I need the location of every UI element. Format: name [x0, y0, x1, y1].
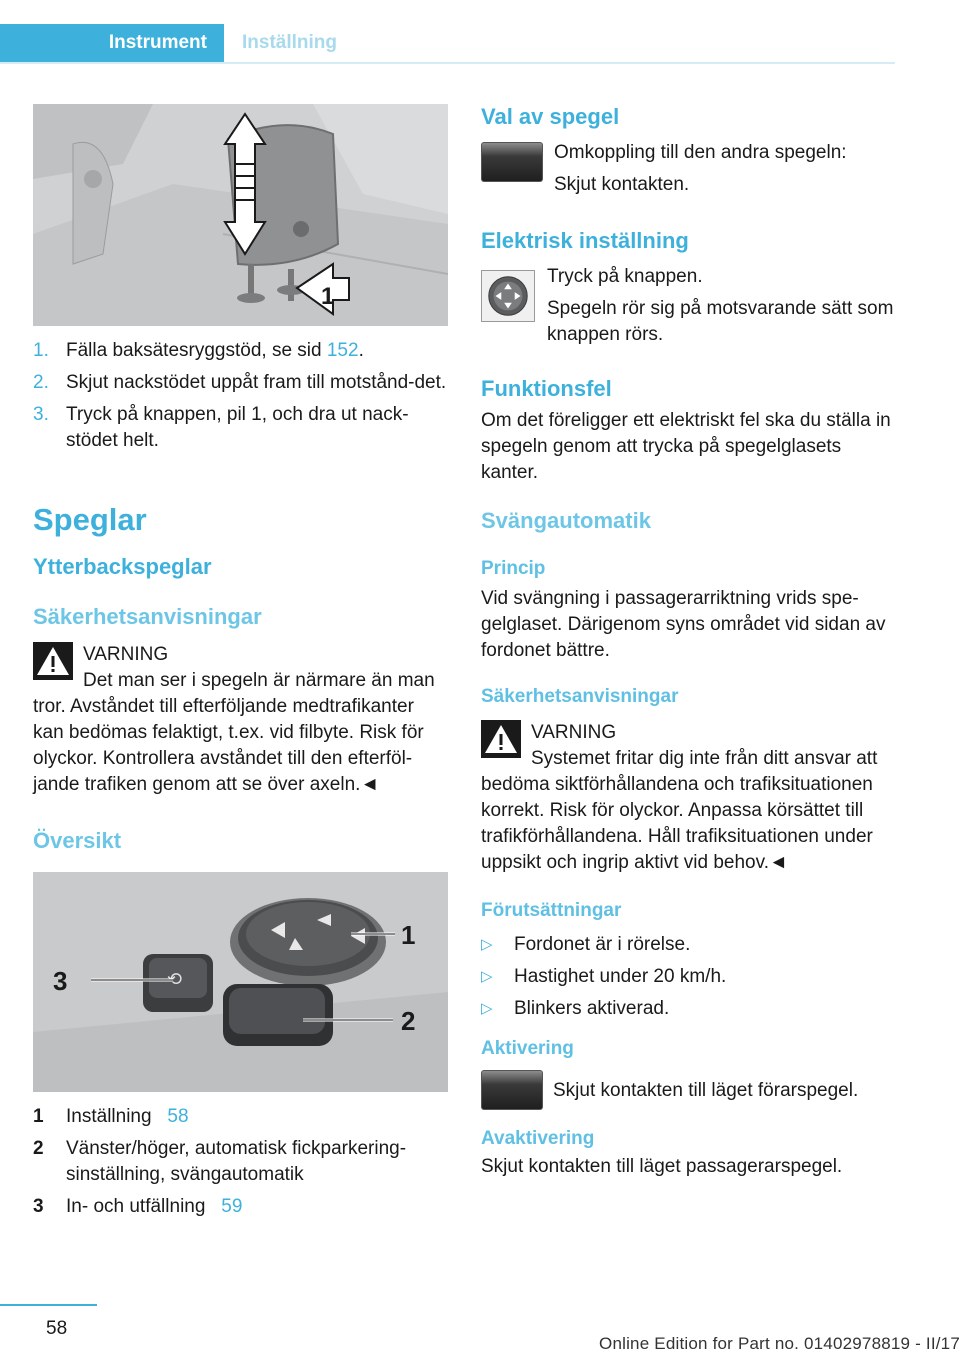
figure2-callout-3: 3: [53, 966, 68, 996]
right-column: [481, 104, 896, 1180]
bullet-triangle-icon: ▷: [481, 1000, 493, 1017]
prereq-heading: Förutsättningar: [481, 900, 622, 921]
activation-text: Skjut kontakten till läget förarspegel.: [553, 1080, 859, 1101]
warning-icon: [33, 642, 73, 680]
headrest-figure: [33, 104, 448, 326]
legend-item: [33, 1136, 448, 1188]
prereq-list: [481, 932, 896, 1022]
steps-list: [33, 338, 448, 454]
legend-item: [33, 1104, 448, 1130]
edition-note: Online Edition for Part no. 01402978819 - II/17: [599, 1334, 960, 1353]
legend-number: 3: [33, 1196, 44, 1217]
warning-block: [33, 642, 448, 798]
mirror-controls-illustration: [33, 872, 448, 1092]
deactivation-text: Skjut kontakten till läget passagerarspegel.: [481, 1156, 843, 1177]
step-number: 2.: [33, 372, 49, 393]
legend-number: 2: [33, 1138, 44, 1159]
activation-row: [481, 1070, 896, 1112]
page-link[interactable]: 152: [326, 340, 359, 361]
svg-text:⟲: ⟲: [167, 969, 183, 990]
warning-label: VARNING: [83, 644, 169, 665]
activation-heading: Aktivering: [481, 1038, 574, 1059]
legend-item: [33, 1194, 448, 1220]
bullet-triangle-icon: ▷: [481, 968, 493, 985]
electric-row: [481, 264, 896, 348]
electric-line1: Tryck på knappen.: [547, 266, 703, 287]
prereq-text: Fordonet är i rörelse.: [514, 934, 691, 955]
footer-rule: [0, 1304, 97, 1306]
mirror-select-line1: Omkoppling till den andra spegeln:: [554, 142, 847, 163]
mirror-select-row: [481, 140, 896, 198]
step-text: Fälla baksätesryggstöd, se sid: [66, 340, 327, 361]
mirror-adjust-pad-icon: [481, 270, 535, 322]
overview-heading: Översikt: [33, 828, 122, 853]
header-tab-bar: [0, 24, 895, 64]
figure1-callout: 1: [321, 283, 335, 310]
prereq-text: Blinkers aktiverad.: [514, 998, 670, 1019]
warning-icon: [481, 720, 521, 758]
bullet-triangle-icon: ▷: [481, 936, 493, 953]
list-item: [481, 932, 896, 958]
step-number: 3.: [33, 404, 49, 425]
safety-heading: Säkerhetsanvisningar: [33, 604, 262, 629]
step-number: 1.: [33, 340, 49, 361]
mirror-select-heading: Val av spegel: [481, 104, 620, 129]
step-item: [33, 402, 448, 454]
section-title: Speglar: [33, 502, 147, 537]
page-number: 58: [46, 1318, 68, 1339]
warning-text: Systemet fritar dig inte från ditt ansvar att bedöma siktförhållandena och trafiksituationen korrekt. Risk för olyckor. Anpassa körsättet till trafikförhållandena. Håll trafiksituationen under uppsikt och ingrip aktivt vid behov.◄: [481, 748, 878, 873]
list-item: [481, 964, 896, 990]
safety-heading-right: Säkerhetsanvisningar: [481, 686, 679, 707]
turn-heading: Svängautomatik: [481, 508, 651, 533]
legend-number: 1: [33, 1106, 44, 1127]
legend-list: [33, 1104, 448, 1220]
step-text: Skjut nackstödet uppåt fram till motstånd-det.: [66, 372, 447, 393]
legend-text: In- och utfällning: [66, 1196, 206, 1217]
principle-heading: Princip: [481, 558, 546, 579]
list-item: [481, 996, 896, 1022]
malfunction-heading: Funktionsfel: [481, 376, 612, 401]
tab-instrument[interactable]: Instrument: [0, 24, 224, 62]
warning-text: Det man ser i spegeln är närmare än man tror. Avståndet till efterföljande medtrafikanter kan bedömas felaktigt, t.ex. vid filbyte. Risk för olyckor. Kontrollera avståndet till den efterföl-jande trafiken genom att se över axeln.◄: [33, 670, 435, 795]
electric-heading: Elektrisk inställning: [481, 228, 689, 253]
electric-line2: Spegeln rör sig på motsvarande sätt som knappen rörs.: [547, 298, 894, 345]
mirror-select-line2: Skjut kontakten.: [554, 174, 690, 195]
step-item: [33, 338, 448, 364]
mirror-switch-icon: [481, 142, 543, 182]
principle-text: Vid svängning i passagerarriktning vrids spe-gelglaset. Därigenom syns området vid sidan av fordonet bättre.: [481, 588, 886, 661]
mirror-controls-figure: [33, 872, 448, 1092]
section-subtitle: Ytterbackspeglar: [33, 554, 212, 579]
step-tail: .: [358, 340, 364, 361]
page-link[interactable]: 58: [167, 1106, 189, 1127]
warning-block-right: [481, 720, 896, 876]
deactivation-heading: Avaktivering: [481, 1128, 595, 1149]
malfunction-text: Om det föreligger ett elektriskt fel ska du ställa in spegeln genom att trycka på spegelglasets kanter.: [481, 410, 891, 483]
mirror-switch-icon: [481, 1070, 543, 1110]
warning-label: VARNING: [531, 722, 617, 743]
prereq-text: Hastighet under 20 km/h.: [514, 966, 727, 987]
left-column: [33, 104, 448, 1226]
step-text: Tryck på knappen, pil 1, och dra ut nack-stödet helt.: [66, 404, 409, 451]
legend-text: Inställning: [66, 1106, 152, 1127]
figure2-callout-1: 1: [401, 920, 416, 950]
figure2-callout-2: 2: [401, 1006, 416, 1036]
page-link[interactable]: 59: [221, 1196, 243, 1217]
step-item: [33, 370, 448, 396]
tab-installning[interactable]: Inställning: [242, 32, 337, 53]
legend-text: Vänster/höger, automatisk fickparkering-sinställning, svängautomatik: [66, 1138, 407, 1185]
headrest-illustration: [33, 104, 448, 326]
